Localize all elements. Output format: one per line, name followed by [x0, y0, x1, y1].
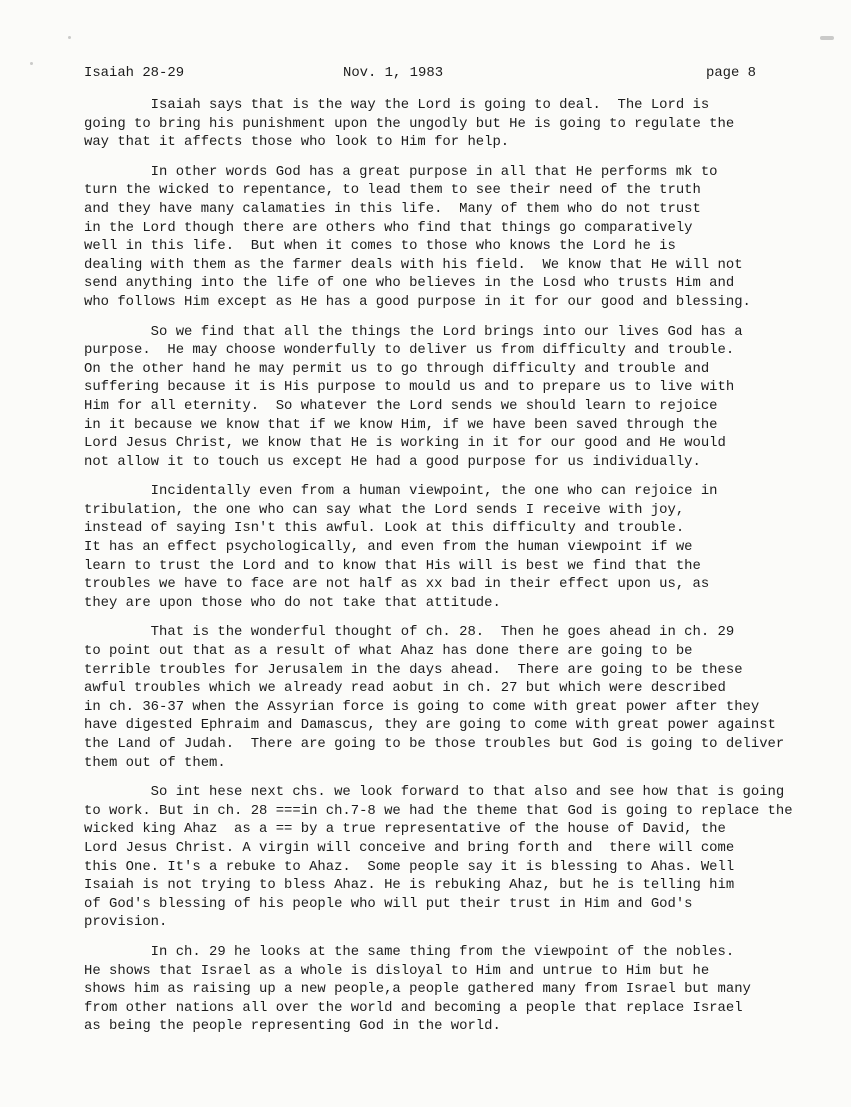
text-line: instead of saying Isn't this awful. Look at this difficulty and trouble. [84, 520, 685, 537]
text-line: have digested Ephraim and Damascus, they are going to come with great power against [84, 717, 776, 734]
paragraph [84, 96, 793, 152]
text-line: as being the people representing God in the world. [84, 1018, 501, 1035]
text-line: He shows that Israel as a whole is disloyal to Him and untrue to Him but he [84, 962, 710, 979]
paragraph [84, 163, 793, 312]
text-line: not allow it to touch us except He had a good purpose for us individually. [84, 453, 701, 470]
paragraph [84, 482, 793, 612]
scan-speck [30, 62, 33, 65]
text-line: send anything into the life of one who believes in the Losd who trusts Him and [84, 275, 735, 292]
text-line: Isaiah says that is the way the Lord is going to deal. The Lord is [84, 97, 710, 113]
text-line: going to bring his punishment upon the ungodly but He is going to regulate the [84, 115, 735, 132]
text-line: troubles we have to face are not half as xx bad in their effect upon us, as [84, 576, 710, 593]
text-line: tribulation, the one who can say what the Lord sends I receive with joy, [84, 501, 685, 518]
text-line: learn to trust the Lord and to know that His will is best we find that the [84, 557, 701, 574]
text-line: Isaiah is not trying to bless Ahaz. He is rebuking Ahaz, but he is telling him [84, 877, 735, 894]
text-line: and they have many calamaties in this life. Many of them who do not trust [84, 200, 701, 217]
text-line: this One. It's a rebuke to Ahaz. Some people say it is blessing to Ahas. Well [84, 858, 735, 875]
paragraph [84, 943, 793, 1036]
text-line: On the other hand he may permit us to go through difficulty and trouble and [84, 360, 710, 377]
text-line: well in this life. But when it comes to those who knows the Lord he is [84, 238, 676, 255]
header-page-number: page 8 [706, 65, 757, 81]
text-line: dealing with them as the farmer deals with his field. We know that He will not [84, 256, 743, 273]
text-line: suffering because it is His purpose to mould us and to prepare us to live with [84, 379, 735, 396]
header-title: Isaiah 28-29 [84, 65, 185, 81]
paragraph [84, 623, 793, 772]
text-line: Incidentally even from a human viewpoint, the one who can rejoice in [84, 483, 718, 500]
text-line: wicked king Ahaz as a == by a true representative of the house of David, the [84, 821, 726, 838]
text-line: So we find that all the things the Lord brings into our lives God has a [84, 323, 743, 340]
text-line: In ch. 29 he looks at the same thing from the viewpoint of the nobles. [84, 943, 735, 960]
document-body [84, 96, 793, 1047]
text-line: in it because we know that if we know Him, if we have been saved through the [84, 416, 718, 433]
text-line: in the Lord though there are others who find that things go comparatively [84, 219, 693, 236]
text-line: the Land of Judah. There are going to be those troubles but God is going to deliver [84, 736, 785, 752]
paragraph [84, 323, 793, 472]
text-line: of God's blessing of his people who will put their trust in Him and God's [84, 895, 693, 912]
text-line: provision. [84, 914, 168, 931]
text-line: to point out that as a result of what Ahaz has done there are going to be [84, 643, 693, 660]
text-line: to work. But in ch. 28 ===in ch.7-8 we had the theme that God is going to replace the [84, 802, 793, 819]
scan-speck [820, 36, 834, 40]
text-line: turn the wicked to repentance, to lead them to see their need of the truth [84, 182, 701, 199]
paragraph [84, 783, 793, 932]
header-date: Nov. 1, 1983 [343, 65, 444, 81]
text-line: them out of them. [84, 754, 226, 771]
text-line: Lord Jesus Christ. A virgin will conceive and bring forth and there will come [84, 839, 735, 856]
text-line: In other words God has a great purpose in all that He performs mk to [84, 163, 718, 180]
text-line: terrible troubles for Jerusalem in the days ahead. There are going to be these [84, 661, 743, 678]
text-line: who follows Him except as He has a good purpose in it for our good and blessing. [84, 293, 751, 310]
text-line: way that it affects those who look to Him for help. [84, 134, 510, 151]
text-line: awful troubles which we already read aobut in ch. 27 but which were described [84, 680, 726, 697]
text-line: purpose. He may choose wonderfully to deliver us from difficulty and trouble. [84, 342, 735, 359]
text-line: It has an effect psychologically, and even from the human viewpoint if we [84, 539, 693, 556]
scan-speck [68, 36, 71, 39]
text-line: shows him as raising up a new people,a people gathered many from Israel but many [84, 981, 751, 998]
text-line: from other nations all over the world and becoming a people that replace Israel [84, 999, 743, 1016]
text-line: So int hese next chs. we look forward to that also and see how that is going [84, 784, 785, 801]
text-line: Lord Jesus Christ, we know that He is working in it for our good and He would [84, 435, 726, 452]
text-line: they are upon those who do not take that attitude. [84, 594, 501, 611]
text-line: That is the wonderful thought of ch. 28. Then he goes ahead in ch. 29 [84, 624, 735, 641]
text-line: Him for all eternity. So whatever the Lord sends we should learn to rejoice [84, 397, 718, 414]
text-line: in ch. 36-37 when the Assyrian force is going to come with great power after they [84, 698, 760, 715]
